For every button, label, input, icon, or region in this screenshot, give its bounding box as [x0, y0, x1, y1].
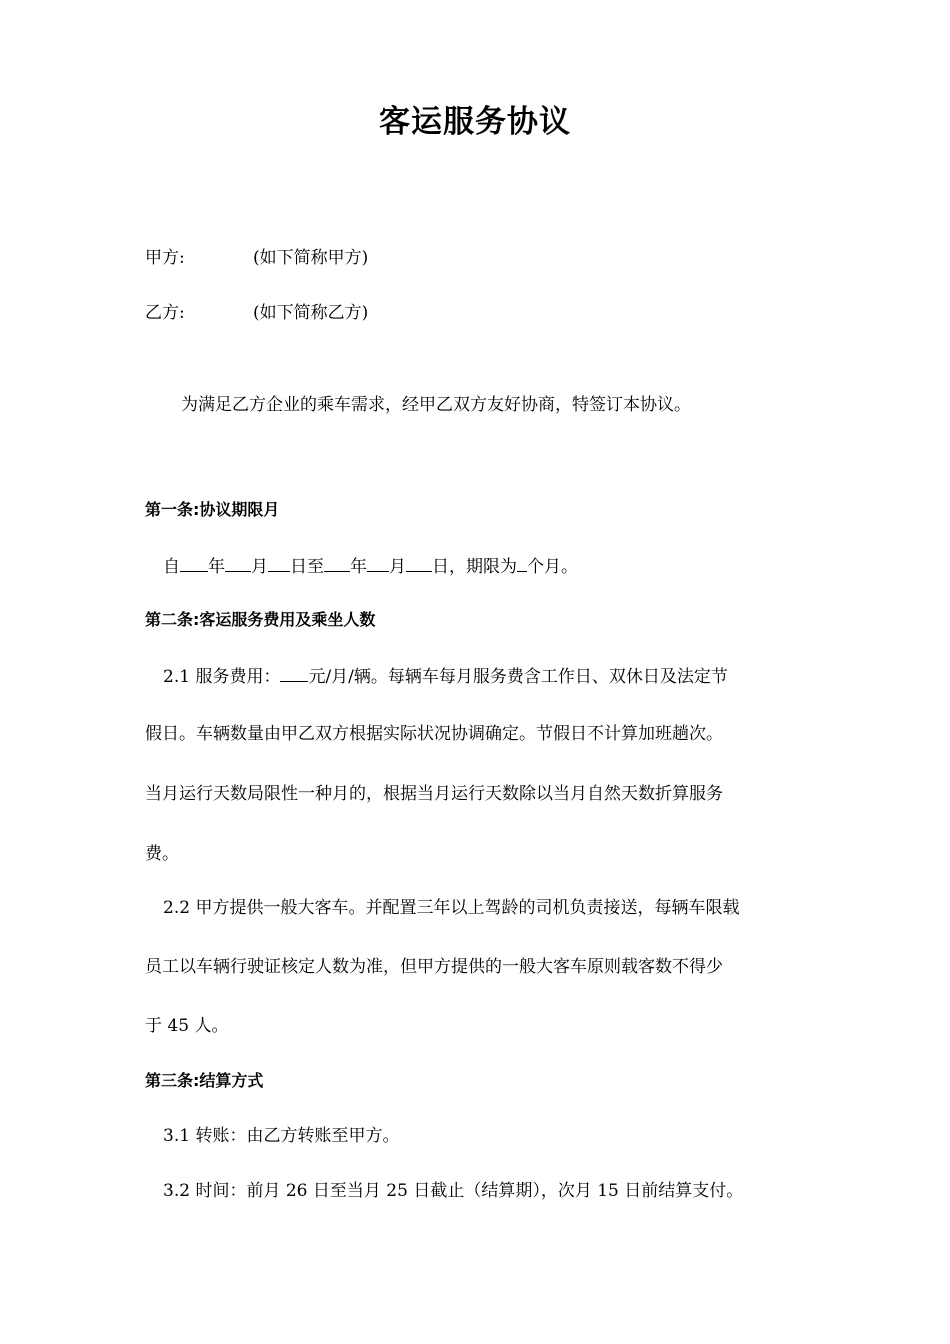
term-months-blank	[517, 553, 527, 572]
article2-heading: 第二条:客运服务费用及乘坐人数	[145, 610, 376, 629]
party-a-note: (如下简称甲方)	[253, 248, 369, 268]
clause-2-1-line-4: 费。	[145, 844, 179, 864]
start-month-blank	[225, 553, 251, 572]
clause-2-1-line-3: 当月运行天数局限性一种月的，根据当月运行天数除以当月自然天数折算服务	[145, 784, 723, 804]
term-day-end-label: 日，期限为	[432, 557, 517, 577]
fee-amount-blank	[280, 663, 308, 682]
term-day-label: 日	[290, 557, 307, 577]
party-b-line	[145, 301, 368, 325]
term-months-unit: 个月。	[527, 557, 578, 577]
term-year-label: 年	[208, 557, 225, 577]
term-from-label: 自	[163, 557, 180, 577]
term-month-label-2: 月	[389, 557, 406, 577]
end-day-blank	[406, 553, 432, 572]
start-day-blank	[268, 553, 290, 572]
term-year-label-2: 年	[350, 557, 367, 577]
clause-2-2-line-3: 于 45 人。	[145, 1016, 229, 1036]
clause-3-1: 3.1 转账：由乙方转账至甲方。	[163, 1126, 400, 1146]
article3-heading: 第三条:结算方式	[145, 1071, 264, 1090]
document-title: 客运服务协议	[379, 104, 571, 140]
article1-heading: 第一条:协议期限月	[145, 500, 280, 519]
end-year-blank	[324, 553, 350, 572]
clause-2-1-line-1	[163, 663, 728, 689]
party-a-label: 甲方:	[145, 248, 185, 268]
term-month-label: 月	[251, 557, 268, 577]
party-b-note: (如下简称乙方)	[253, 303, 369, 323]
term-to-label: 至	[307, 557, 324, 577]
article1-term	[163, 553, 578, 579]
party-b-label: 乙方:	[145, 303, 185, 323]
clause-2-1-prefix: 2.1 服务费用：	[163, 667, 281, 687]
preamble: 为满足乙方企业的乘车需求，经甲乙双方友好协商，特签订本协议。	[181, 395, 691, 415]
clause-2-2-line-1: 2.2 甲方提供一般大客车。并配置三年以上驾龄的司机负责接送，每辆车限载	[163, 898, 740, 918]
clause-2-2-line-2: 员工以车辆行驶证核定人数为准，但甲方提供的一般大客车原则载客数不得少	[145, 957, 723, 977]
clause-2-1-line-2: 假日。车辆数量由甲乙双方根据实际状况协调确定。节假日不计算加班趟次。	[145, 724, 723, 744]
clause-2-1-rest: 元/月/辆。每辆车每月服务费含工作日、双休日及法定节	[308, 667, 728, 687]
clause-3-2: 3.2 时间：前月 26 日至当月 25 日截止（结算期），次月 15 日前结算支付。	[163, 1181, 744, 1201]
party-a-line	[145, 246, 368, 270]
start-year-blank	[180, 553, 208, 572]
end-month-blank	[367, 553, 389, 572]
